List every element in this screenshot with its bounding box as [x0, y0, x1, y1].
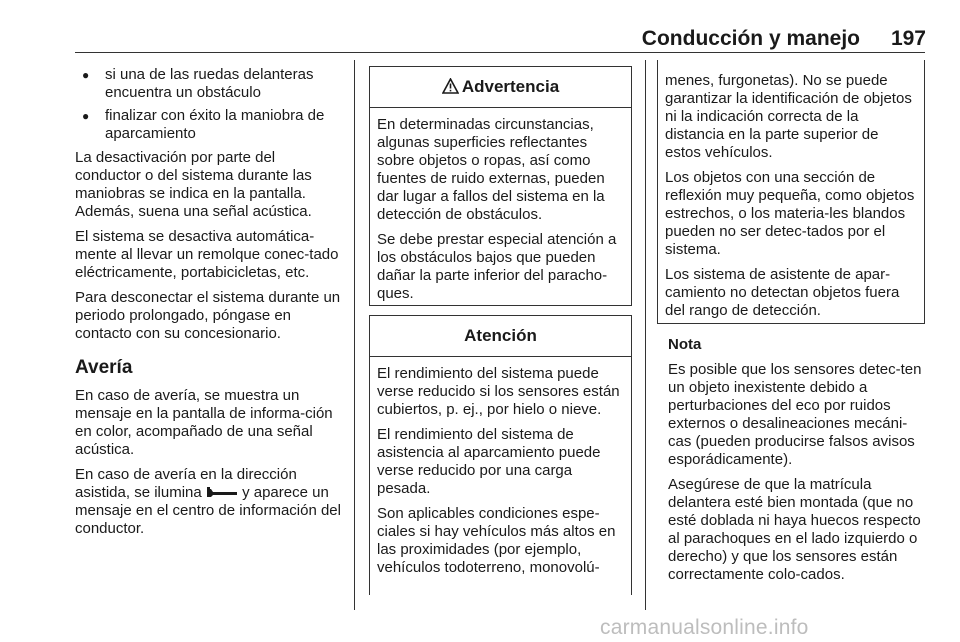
column-divider-left — [354, 60, 355, 610]
paragraph: La desactivación por parte del conductor o del sistema durante las maniobras se indica en la pantalla. Además, suena una señal acústica. — [75, 149, 312, 220]
paragraph: El rendimiento del sistema puede verse reducido si los sensores están cubiertos, p. ej., por hielo o nieve. — [377, 365, 620, 418]
warning-box-header — [370, 67, 631, 108]
column-right — [668, 336, 926, 591]
header-title: Conducción y manejo — [641, 27, 860, 50]
paragraph: Los objetos con una sección de reflexión muy pequeña, como objetos estrechos, o los materia-les blandos pueden no ser detec-tados por el sistema. — [665, 169, 915, 258]
note-heading: Nota — [668, 336, 702, 353]
text-span: En caso de avería en la dirección asistida, se ilumina — [75, 466, 297, 501]
power-steering-icon — [206, 485, 238, 497]
warning-box — [369, 66, 632, 306]
warning-triangle-icon — [442, 69, 459, 85]
paragraph: En determinadas circunstancias, algunas superficies reflectantes sobre objetos o ropas, así como fuentes de ruido externas, pueden dar lugar a fallos del sistema en la detección de obstáculos. — [377, 116, 605, 223]
paragraph: Los sistema de asistente de apar-camiento no detectan objetos fuera del rango de detección. — [665, 266, 900, 319]
paragraph: Para desconectar el sistema durante un periodo prolongado, póngase en contacto con su concesionario. — [75, 289, 341, 342]
paragraph: El rendimiento del sistema de asistencia al aparcamiento puede verse reducido por una carga pesada. — [377, 426, 601, 497]
list-item: ● finalizar con éxito la maniobra de aparcamiento — [75, 107, 343, 143]
paragraph: menes, furgonetas). No se puede garantizar la identificación de objetos ni la indicación correcta de la distancia en la parte superior de estos vehículos. — [665, 72, 912, 161]
paragraph: Se debe prestar especial atención a los obstáculos bajos que pueden dañar la parte inferior del paracho-ques. — [377, 231, 617, 302]
warning-box-body — [370, 108, 631, 303]
attention-box-header: Atención — [370, 316, 631, 357]
attention-box — [369, 315, 632, 595]
paragraph: El sistema se desactiva automática-mente al llevar un remolque conec-tado eléctricamente, portabicicletas, etc. — [75, 228, 339, 281]
page-number: 197 — [890, 27, 926, 50]
watermark: carmanualsonline.info — [600, 616, 809, 639]
note-text: Es posible que los sensores detec-ten un objeto inexistente debido a perturbaciones del eco por ruidos externos o desalineaciones mecáni-cas (pueden producirse falsos avisos esporádicamente). — [668, 361, 922, 468]
column-left — [75, 66, 343, 545]
warning-box-title: Advertencia — [461, 77, 560, 96]
text-span: y aparece un mensaje en el centro de información del conductor. — [75, 484, 341, 537]
paragraph: En caso de avería, se muestra un mensaje en la pantalla de informa-ción en color, acompañado de una señal acústica. — [75, 387, 333, 458]
paragraph: Son aplicables condiciones espe-ciales si hay vehículos más altos en las proximidades (por ejemplo, vehículos todoterreno, monovolú- — [377, 505, 616, 576]
section-heading: Avería — [75, 357, 133, 378]
header-rule — [75, 52, 925, 53]
attention-box-continued — [657, 60, 925, 324]
paragraph: Asegúrese de que la matrícula delantera esté bien montada (que no esté doblada ni haya huecos respecto al parachoques en el lado izquierdo o derecho) y que los sensores están correctamente colo-cados. — [668, 476, 921, 583]
paragraph — [75, 466, 343, 538]
bullet-list — [75, 66, 343, 143]
attention-box-continued-body — [658, 60, 924, 320]
attention-box-body — [370, 357, 631, 577]
column-divider-right — [645, 60, 646, 610]
list-item: ● si una de las ruedas delanteras encuentra un obstáculo — [75, 66, 343, 102]
